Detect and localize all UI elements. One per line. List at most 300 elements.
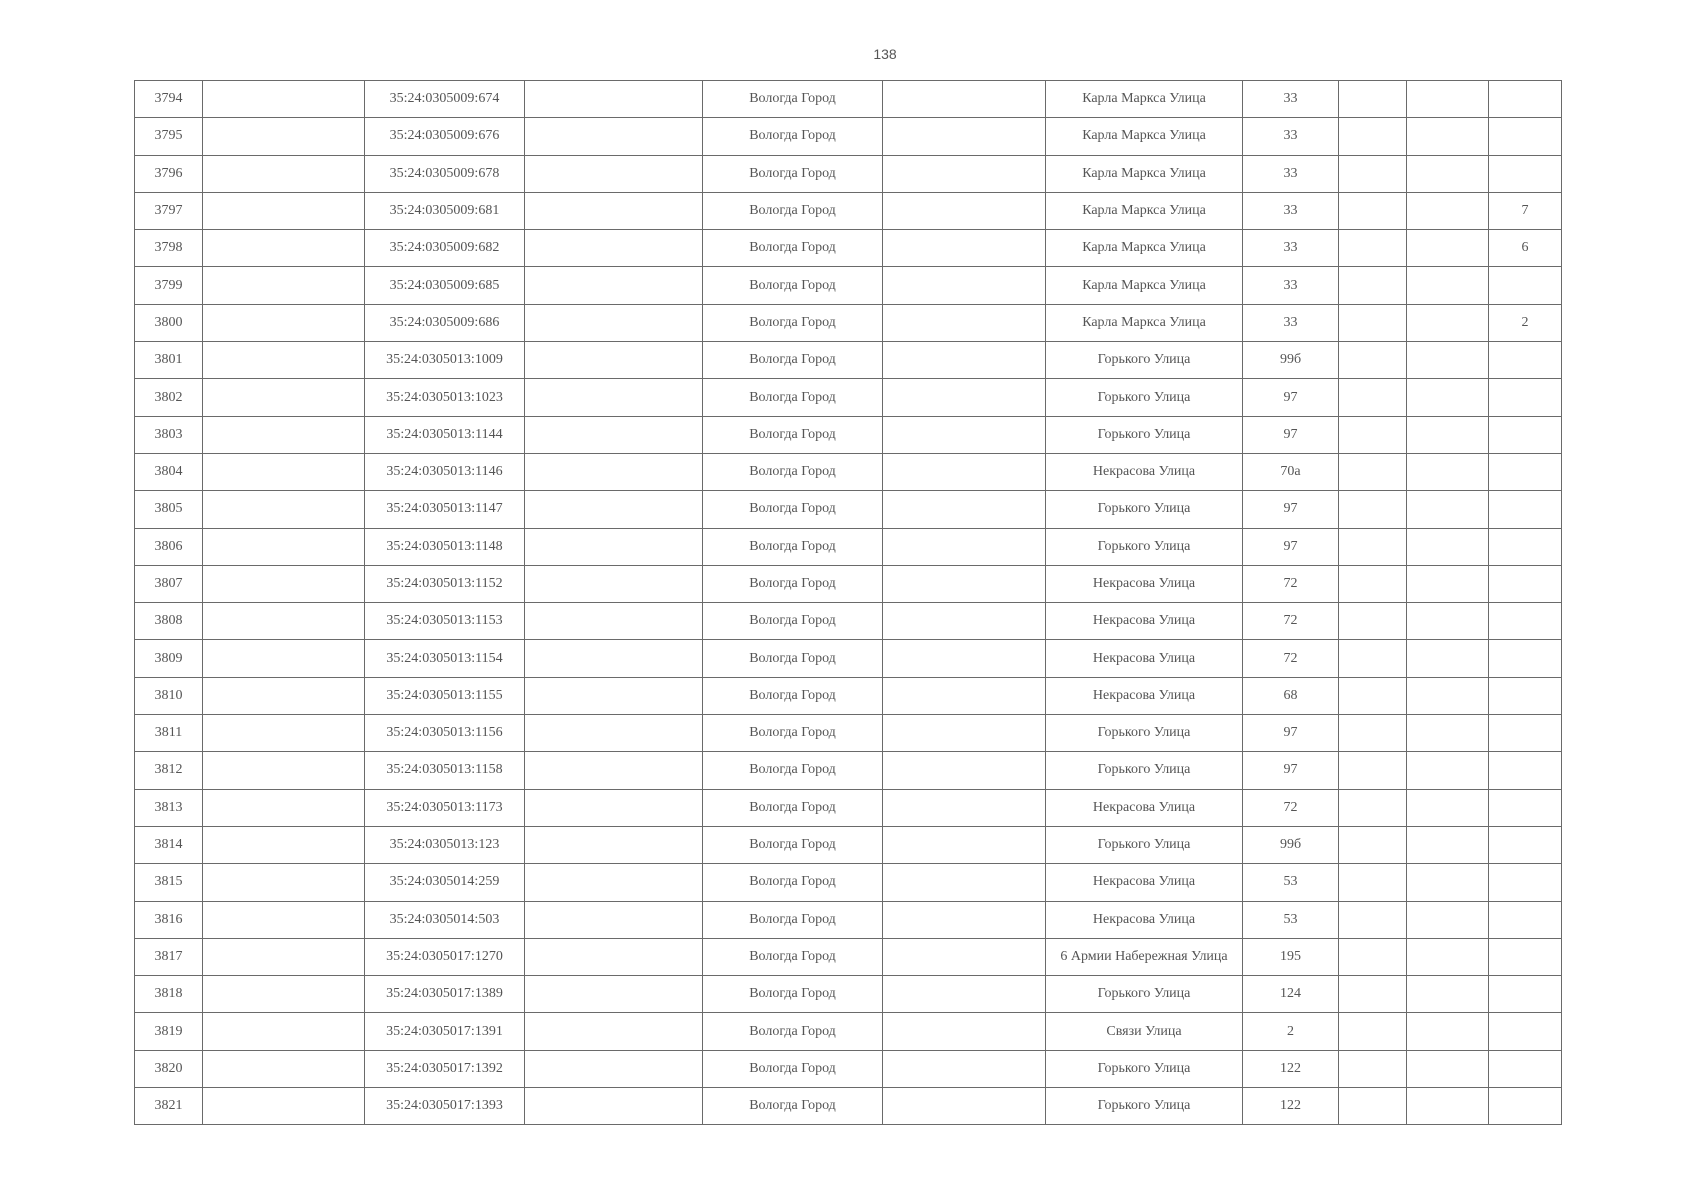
cadastral-number-cell: 35:24:0305017:1389 (365, 976, 525, 1013)
empty-cell (525, 640, 703, 677)
table-row (135, 491, 1562, 528)
table-row (135, 1050, 1562, 1087)
table-row (135, 379, 1562, 416)
apartment-cell (1489, 752, 1562, 789)
empty-cell (525, 416, 703, 453)
empty-cell (525, 304, 703, 341)
empty-cell (1407, 603, 1489, 640)
cadastral-number-cell: 35:24:0305009:678 (365, 155, 525, 192)
cadastral-number-cell: 35:24:0305009:676 (365, 118, 525, 155)
empty-cell (203, 752, 365, 789)
street-cell: Некрасова Улица (1046, 677, 1243, 714)
empty-cell (525, 491, 703, 528)
row-number-cell: 3808 (135, 603, 203, 640)
city-cell: Вологда Город (703, 826, 883, 863)
empty-cell (1339, 901, 1407, 938)
table-row (135, 938, 1562, 975)
empty-cell (203, 789, 365, 826)
empty-cell (883, 155, 1046, 192)
apartment-cell (1489, 379, 1562, 416)
empty-cell (883, 192, 1046, 229)
empty-cell (1407, 304, 1489, 341)
row-number-cell: 3803 (135, 416, 203, 453)
house-number-cell: 33 (1243, 192, 1339, 229)
empty-cell (1407, 118, 1489, 155)
row-number-cell: 3805 (135, 491, 203, 528)
empty-cell (203, 864, 365, 901)
empty-cell (203, 155, 365, 192)
apartment-cell: 6 (1489, 230, 1562, 267)
empty-cell (525, 901, 703, 938)
house-number-cell: 195 (1243, 938, 1339, 975)
apartment-cell (1489, 565, 1562, 602)
street-cell: Горького Улица (1046, 826, 1243, 863)
apartment-cell (1489, 1013, 1562, 1050)
table-row (135, 677, 1562, 714)
empty-cell (883, 901, 1046, 938)
empty-cell (203, 826, 365, 863)
apartment-cell (1489, 1088, 1562, 1125)
table-row (135, 155, 1562, 192)
empty-cell (1339, 826, 1407, 863)
cadastral-number-cell: 35:24:0305009:686 (365, 304, 525, 341)
empty-cell (203, 416, 365, 453)
house-number-cell: 53 (1243, 901, 1339, 938)
cadastral-number-cell: 35:24:0305013:1154 (365, 640, 525, 677)
table-row (135, 1088, 1562, 1125)
street-cell: Карла Маркса Улица (1046, 304, 1243, 341)
street-cell: Некрасова Улица (1046, 603, 1243, 640)
apartment-cell (1489, 826, 1562, 863)
street-cell: Карла Маркса Улица (1046, 192, 1243, 229)
empty-cell (525, 81, 703, 118)
empty-cell (1339, 155, 1407, 192)
apartment-cell (1489, 342, 1562, 379)
cadastral-number-cell: 35:24:0305013:1009 (365, 342, 525, 379)
empty-cell (883, 453, 1046, 490)
table-row (135, 864, 1562, 901)
empty-cell (525, 155, 703, 192)
apartment-cell (1489, 677, 1562, 714)
apartment-cell (1489, 267, 1562, 304)
table-row (135, 342, 1562, 379)
apartment-cell (1489, 416, 1562, 453)
empty-cell (525, 789, 703, 826)
empty-cell (883, 938, 1046, 975)
empty-cell (203, 453, 365, 490)
city-cell: Вологда Город (703, 118, 883, 155)
street-cell: Карла Маркса Улица (1046, 230, 1243, 267)
table-row (135, 603, 1562, 640)
empty-cell (883, 528, 1046, 565)
house-number-cell: 68 (1243, 677, 1339, 714)
street-cell: Горького Улица (1046, 1050, 1243, 1087)
street-cell: Карла Маркса Улица (1046, 118, 1243, 155)
table-row (135, 715, 1562, 752)
apartment-cell (1489, 640, 1562, 677)
row-number-cell: 3799 (135, 267, 203, 304)
apartment-cell (1489, 528, 1562, 565)
empty-cell (1339, 379, 1407, 416)
row-number-cell: 3814 (135, 826, 203, 863)
empty-cell (1339, 192, 1407, 229)
cadastral-number-cell: 35:24:0305013:1155 (365, 677, 525, 714)
city-cell: Вологда Город (703, 677, 883, 714)
empty-cell (883, 342, 1046, 379)
house-number-cell: 97 (1243, 416, 1339, 453)
apartment-cell (1489, 976, 1562, 1013)
city-cell: Вологда Город (703, 789, 883, 826)
empty-cell (883, 118, 1046, 155)
street-cell: Горького Улица (1046, 379, 1243, 416)
empty-cell (883, 1050, 1046, 1087)
empty-cell (203, 1088, 365, 1125)
apartment-cell: 7 (1489, 192, 1562, 229)
empty-cell (1339, 342, 1407, 379)
city-cell: Вологда Город (703, 453, 883, 490)
street-cell: Горького Улица (1046, 342, 1243, 379)
row-number-cell: 3811 (135, 715, 203, 752)
empty-cell (525, 1050, 703, 1087)
empty-cell (1339, 118, 1407, 155)
city-cell: Вологда Город (703, 491, 883, 528)
apartment-cell (1489, 603, 1562, 640)
house-number-cell: 53 (1243, 864, 1339, 901)
empty-cell (525, 864, 703, 901)
table-row (135, 752, 1562, 789)
empty-cell (203, 603, 365, 640)
cadastral-number-cell: 35:24:0305013:1144 (365, 416, 525, 453)
house-number-cell: 33 (1243, 267, 1339, 304)
table-row (135, 976, 1562, 1013)
table-row (135, 230, 1562, 267)
table-row (135, 304, 1562, 341)
city-cell: Вологда Город (703, 603, 883, 640)
street-cell: Некрасова Улица (1046, 565, 1243, 602)
cadastral-number-cell: 35:24:0305009:685 (365, 267, 525, 304)
empty-cell (525, 528, 703, 565)
house-number-cell: 33 (1243, 118, 1339, 155)
empty-cell (525, 379, 703, 416)
cadastral-number-cell: 35:24:0305009:674 (365, 81, 525, 118)
city-cell: Вологда Город (703, 752, 883, 789)
city-cell: Вологда Город (703, 938, 883, 975)
apartment-cell: 2 (1489, 304, 1562, 341)
empty-cell (1339, 789, 1407, 826)
empty-cell (1339, 81, 1407, 118)
city-cell: Вологда Город (703, 81, 883, 118)
street-cell: Горького Улица (1046, 752, 1243, 789)
empty-cell (1407, 752, 1489, 789)
empty-cell (883, 789, 1046, 826)
empty-cell (883, 640, 1046, 677)
table-row (135, 901, 1562, 938)
house-number-cell: 2 (1243, 1013, 1339, 1050)
empty-cell (1339, 416, 1407, 453)
empty-cell (1407, 976, 1489, 1013)
empty-cell (203, 677, 365, 714)
empty-cell (525, 453, 703, 490)
street-cell: Горького Улица (1046, 715, 1243, 752)
cadastral-number-cell: 35:24:0305017:1392 (365, 1050, 525, 1087)
table-row (135, 565, 1562, 602)
empty-cell (1407, 1088, 1489, 1125)
row-number-cell: 3816 (135, 901, 203, 938)
cadastral-number-cell: 35:24:0305013:1153 (365, 603, 525, 640)
empty-cell (1407, 789, 1489, 826)
cadastral-number-cell: 35:24:0305013:123 (365, 826, 525, 863)
city-cell: Вологда Город (703, 304, 883, 341)
row-number-cell: 3815 (135, 864, 203, 901)
cadastral-number-cell: 35:24:0305013:1173 (365, 789, 525, 826)
empty-cell (1339, 528, 1407, 565)
empty-cell (1407, 864, 1489, 901)
row-number-cell: 3820 (135, 1050, 203, 1087)
row-number-cell: 3794 (135, 81, 203, 118)
row-number-cell: 3812 (135, 752, 203, 789)
row-number-cell: 3804 (135, 453, 203, 490)
street-cell: Некрасова Улица (1046, 453, 1243, 490)
house-number-cell: 72 (1243, 603, 1339, 640)
empty-cell (1339, 976, 1407, 1013)
house-number-cell: 97 (1243, 715, 1339, 752)
cadastral-number-cell: 35:24:0305009:681 (365, 192, 525, 229)
row-number-cell: 3821 (135, 1088, 203, 1125)
empty-cell (1407, 192, 1489, 229)
empty-cell (1339, 565, 1407, 602)
empty-cell (525, 752, 703, 789)
table-row (135, 1013, 1562, 1050)
empty-cell (203, 304, 365, 341)
cadastral-number-cell: 35:24:0305013:1158 (365, 752, 525, 789)
apartment-cell (1489, 789, 1562, 826)
empty-cell (883, 81, 1046, 118)
apartment-cell (1489, 1050, 1562, 1087)
empty-cell (203, 267, 365, 304)
empty-cell (1407, 81, 1489, 118)
apartment-cell (1489, 453, 1562, 490)
house-number-cell: 97 (1243, 491, 1339, 528)
empty-cell (525, 938, 703, 975)
empty-cell (883, 1013, 1046, 1050)
empty-cell (525, 976, 703, 1013)
empty-cell (203, 342, 365, 379)
empty-cell (203, 81, 365, 118)
street-cell: Горького Улица (1046, 976, 1243, 1013)
house-number-cell: 97 (1243, 528, 1339, 565)
page-number: 138 (873, 46, 897, 62)
table-row (135, 267, 1562, 304)
row-number-cell: 3795 (135, 118, 203, 155)
empty-cell (525, 267, 703, 304)
table-row (135, 826, 1562, 863)
empty-cell (1407, 379, 1489, 416)
empty-cell (1407, 938, 1489, 975)
city-cell: Вологда Город (703, 901, 883, 938)
row-number-cell: 3819 (135, 1013, 203, 1050)
table-row (135, 118, 1562, 155)
empty-cell (1407, 230, 1489, 267)
house-number-cell: 99б (1243, 826, 1339, 863)
city-cell: Вологда Город (703, 640, 883, 677)
empty-cell (1339, 677, 1407, 714)
empty-cell (203, 640, 365, 677)
house-number-cell: 72 (1243, 640, 1339, 677)
city-cell: Вологда Город (703, 1050, 883, 1087)
house-number-cell: 72 (1243, 789, 1339, 826)
house-number-cell: 122 (1243, 1088, 1339, 1125)
empty-cell (1407, 342, 1489, 379)
empty-cell (883, 565, 1046, 602)
empty-cell (1339, 864, 1407, 901)
city-cell: Вологда Город (703, 192, 883, 229)
apartment-cell (1489, 864, 1562, 901)
empty-cell (1339, 603, 1407, 640)
empty-cell (883, 1088, 1046, 1125)
house-number-cell: 72 (1243, 565, 1339, 602)
empty-cell (883, 267, 1046, 304)
empty-cell (1407, 453, 1489, 490)
empty-cell (1339, 640, 1407, 677)
city-cell: Вологда Город (703, 342, 883, 379)
city-cell: Вологда Город (703, 155, 883, 192)
cadastral-number-cell: 35:24:0305017:1393 (365, 1088, 525, 1125)
cadastral-number-cell: 35:24:0305013:1148 (365, 528, 525, 565)
empty-cell (1407, 491, 1489, 528)
empty-cell (1407, 901, 1489, 938)
empty-cell (1339, 304, 1407, 341)
street-cell: Карла Маркса Улица (1046, 81, 1243, 118)
empty-cell (525, 1088, 703, 1125)
street-cell: Связи Улица (1046, 1013, 1243, 1050)
empty-cell (203, 715, 365, 752)
street-cell: Горького Улица (1046, 416, 1243, 453)
row-number-cell: 3801 (135, 342, 203, 379)
city-cell: Вологда Город (703, 416, 883, 453)
row-number-cell: 3806 (135, 528, 203, 565)
empty-cell (1339, 1050, 1407, 1087)
empty-cell (1339, 1088, 1407, 1125)
empty-cell (525, 230, 703, 267)
empty-cell (883, 752, 1046, 789)
empty-cell (525, 1013, 703, 1050)
row-number-cell: 3807 (135, 565, 203, 602)
cadastral-number-cell: 35:24:0305014:503 (365, 901, 525, 938)
house-number-cell: 122 (1243, 1050, 1339, 1087)
street-cell: Горького Улица (1046, 1088, 1243, 1125)
empty-cell (1407, 155, 1489, 192)
row-number-cell: 3797 (135, 192, 203, 229)
empty-cell (203, 565, 365, 602)
row-number-cell: 3802 (135, 379, 203, 416)
cadastral-number-cell: 35:24:0305013:1156 (365, 715, 525, 752)
empty-cell (1339, 453, 1407, 490)
street-cell: Некрасова Улица (1046, 789, 1243, 826)
empty-cell (203, 976, 365, 1013)
cadastral-number-cell: 35:24:0305013:1023 (365, 379, 525, 416)
street-cell: Некрасова Улица (1046, 864, 1243, 901)
empty-cell (1407, 1013, 1489, 1050)
empty-cell (203, 901, 365, 938)
empty-cell (1407, 565, 1489, 602)
empty-cell (203, 192, 365, 229)
empty-cell (203, 230, 365, 267)
house-number-cell: 33 (1243, 230, 1339, 267)
empty-cell (203, 491, 365, 528)
empty-cell (203, 1050, 365, 1087)
city-cell: Вологда Город (703, 267, 883, 304)
apartment-cell (1489, 155, 1562, 192)
house-number-cell: 124 (1243, 976, 1339, 1013)
empty-cell (203, 1013, 365, 1050)
empty-cell (203, 528, 365, 565)
empty-cell (1339, 1013, 1407, 1050)
cadastral-number-cell: 35:24:0305017:1391 (365, 1013, 525, 1050)
empty-cell (883, 603, 1046, 640)
city-cell: Вологда Город (703, 864, 883, 901)
table-row (135, 789, 1562, 826)
empty-cell (203, 118, 365, 155)
empty-cell (525, 603, 703, 640)
cadastral-number-cell: 35:24:0305013:1146 (365, 453, 525, 490)
empty-cell (1407, 1050, 1489, 1087)
table-row (135, 81, 1562, 118)
empty-cell (1407, 715, 1489, 752)
city-cell: Вологда Город (703, 565, 883, 602)
empty-cell (883, 379, 1046, 416)
row-number-cell: 3810 (135, 677, 203, 714)
street-cell: Карла Маркса Улица (1046, 267, 1243, 304)
city-cell: Вологда Город (703, 528, 883, 565)
empty-cell (883, 304, 1046, 341)
city-cell: Вологда Город (703, 379, 883, 416)
table-row (135, 192, 1562, 229)
empty-cell (525, 715, 703, 752)
empty-cell (525, 826, 703, 863)
row-number-cell: 3818 (135, 976, 203, 1013)
city-cell: Вологда Город (703, 1088, 883, 1125)
row-number-cell: 3817 (135, 938, 203, 975)
house-number-cell: 33 (1243, 81, 1339, 118)
street-cell: Некрасова Улица (1046, 640, 1243, 677)
empty-cell (1407, 528, 1489, 565)
cadastral-number-cell: 35:24:0305009:682 (365, 230, 525, 267)
street-cell: 6 Армии Набережная Улица (1046, 938, 1243, 975)
street-cell: Горького Улица (1046, 491, 1243, 528)
empty-cell (1339, 715, 1407, 752)
table-row (135, 453, 1562, 490)
house-number-cell: 33 (1243, 155, 1339, 192)
street-cell: Некрасова Улица (1046, 901, 1243, 938)
empty-cell (1407, 267, 1489, 304)
house-number-cell: 97 (1243, 379, 1339, 416)
empty-cell (203, 938, 365, 975)
house-number-cell: 70а (1243, 453, 1339, 490)
apartment-cell (1489, 491, 1562, 528)
apartment-cell (1489, 938, 1562, 975)
cadastral-number-cell: 35:24:0305014:259 (365, 864, 525, 901)
empty-cell (883, 715, 1046, 752)
registry-table (134, 80, 1562, 1125)
row-number-cell: 3813 (135, 789, 203, 826)
row-number-cell: 3809 (135, 640, 203, 677)
apartment-cell (1489, 81, 1562, 118)
empty-cell (883, 677, 1046, 714)
empty-cell (525, 565, 703, 602)
empty-cell (1407, 640, 1489, 677)
registry-body (135, 81, 1562, 1125)
apartment-cell (1489, 118, 1562, 155)
